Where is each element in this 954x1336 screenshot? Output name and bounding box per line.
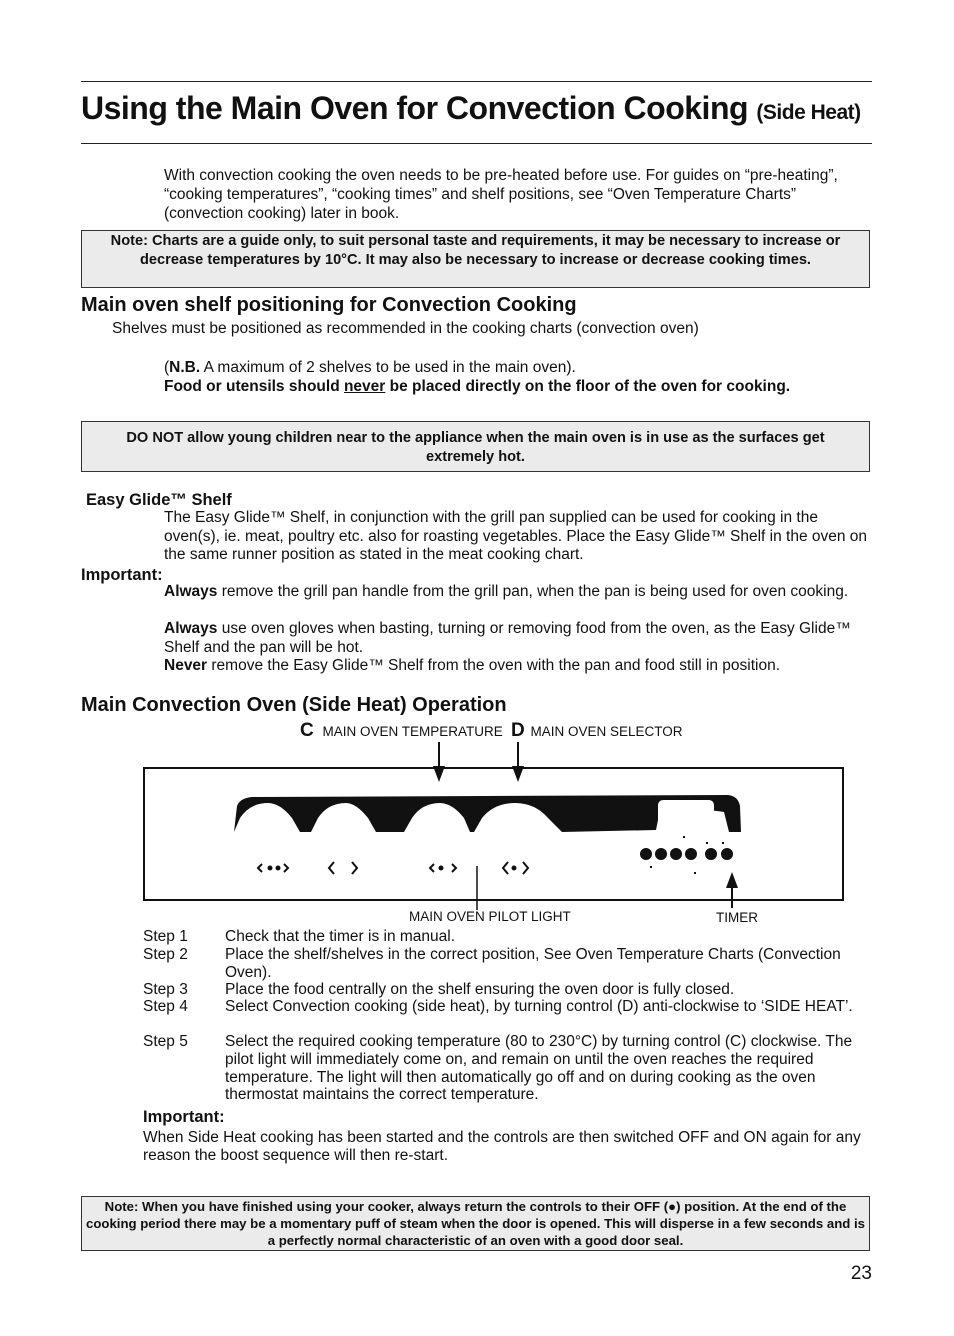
- intro-paragraph: With convection cooking the oven needs to be pre-heated before use. For guides on “pre-heating”, “cooking temperatures”, “cooking times” and shelf positions, see “Oven Temperature Charts” (convection cooking) later in book.: [164, 167, 838, 222]
- step-text: Place the food centrally on the shelf ensuring the oven door is fully closed.: [225, 981, 735, 998]
- label-d-text: MAIN OVEN SELECTOR: [530, 724, 683, 739]
- easy-glide-text: The Easy Glide™ Shelf, in conjunction with the grill pan supplied can be used for cooking in the oven(s), ie. meat, poultry etc. also for roasting vegetables. Place the Easy Glide™ Shelf in the oven on the same runner position as stated in the meat cooking chart.: [164, 509, 868, 563]
- important-heading-2: Important:: [143, 1108, 225, 1126]
- title-main: Using the Main Oven for Convection Cooking: [81, 90, 749, 126]
- step-text: Select the required cooking temperature (80 to 230°C) by turning control (C) clockwise. The pilot light will immediately come on, and remain on until the oven reaches the required temperature. The light will then automatically go off and on during cooking as the oven thermostat maintains the correct temperature.: [225, 1033, 853, 1104]
- nb-text: A maximum of 2 shelves to be used in the main oven).: [200, 359, 576, 376]
- label-c-letter: C: [300, 720, 314, 741]
- warn-never: never: [343, 378, 386, 395]
- step-text: Place the shelf/shelves in the correct position, See Oven Temperature Charts (Convection Oven).: [225, 946, 841, 981]
- final-note-box: [81, 1196, 870, 1251]
- warn-part1: Food or utensils should: [164, 378, 344, 395]
- page-number: 23: [850, 1263, 872, 1284]
- step-label: Step 2: [143, 946, 188, 963]
- item2-text: use oven gloves when basting, turning or removing food from the oven, as the Easy Glide™ Shelf and the pan will be hot.: [164, 620, 851, 656]
- final-note-text: Note: When you have finished using your cooker, always return the controls to their OFF (●) position. At the end of the cooking period there may be a momentary puff of steam when the door is opened. This will disperse in a few seconds and is a perfectly normal characteristic of an oven with a good door seal.: [86, 1199, 865, 1248]
- step-text: Check that the timer is in manual.: [225, 928, 456, 945]
- operation-heading: Main Convection Oven (Side Heat) Operation: [81, 694, 507, 716]
- important-heading-1: Important:: [81, 566, 163, 584]
- shelf-text: Shelves must be positioned as recommended in the cooking charts (convection oven): [112, 320, 699, 337]
- step-label: Step 4: [143, 998, 188, 1015]
- title-sub: (Side Heat): [756, 101, 861, 124]
- label-c-text: MAIN OVEN TEMPERATURE: [322, 724, 503, 739]
- item2-bold: Always: [164, 620, 218, 637]
- item1-bold: Always: [164, 583, 218, 600]
- step-label: Step 1: [143, 928, 188, 945]
- item3-text: remove the Easy Glide™ Shelf from the oven with the pan and food still in position.: [207, 657, 781, 674]
- warn-part2: be placed directly on the floor of the oven for cooking.: [385, 378, 791, 395]
- children-warning-text: DO NOT allow young children near to the appliance when the main oven is in use as the surfaces get extremely hot.: [126, 430, 825, 465]
- label-pilot: MAIN OVEN PILOT LIGHT: [409, 909, 571, 924]
- shelf-heading: Main oven shelf positioning for Convection Cooking: [81, 294, 577, 316]
- item3-bold: Never: [164, 657, 208, 674]
- easy-glide-heading: Easy Glide™ Shelf: [86, 491, 232, 509]
- nb-prefix: (: [164, 359, 170, 376]
- label-d-letter: D: [511, 720, 525, 741]
- item1-text: remove the grill pan handle from the grill pan, when the pan is being used for oven cooking.: [217, 583, 849, 600]
- nb-bold: N.B.: [169, 359, 201, 376]
- timer-display: [658, 800, 714, 829]
- label-timer: TIMER: [716, 910, 758, 925]
- step-label: Step 5: [143, 1033, 188, 1050]
- important-text-2: When Side Heat cooking has been started and the controls are then switched OFF and ON again for any reason the boost sequence will then re-start.: [143, 1129, 861, 1164]
- step-label: Step 3: [143, 981, 188, 998]
- panel-frame: [144, 768, 843, 900]
- charts-note-text: Note: Charts are a guide only, to suit personal taste and requirements, it may be necessary to increase or decrease temperatures by 10°C. It may also be necessary to increase or decrease cooking times.: [110, 233, 841, 268]
- step-text: Select Convection cooking (side heat), by turning control (D) anti-clockwise to ‘SIDE HEAT’.: [225, 998, 853, 1015]
